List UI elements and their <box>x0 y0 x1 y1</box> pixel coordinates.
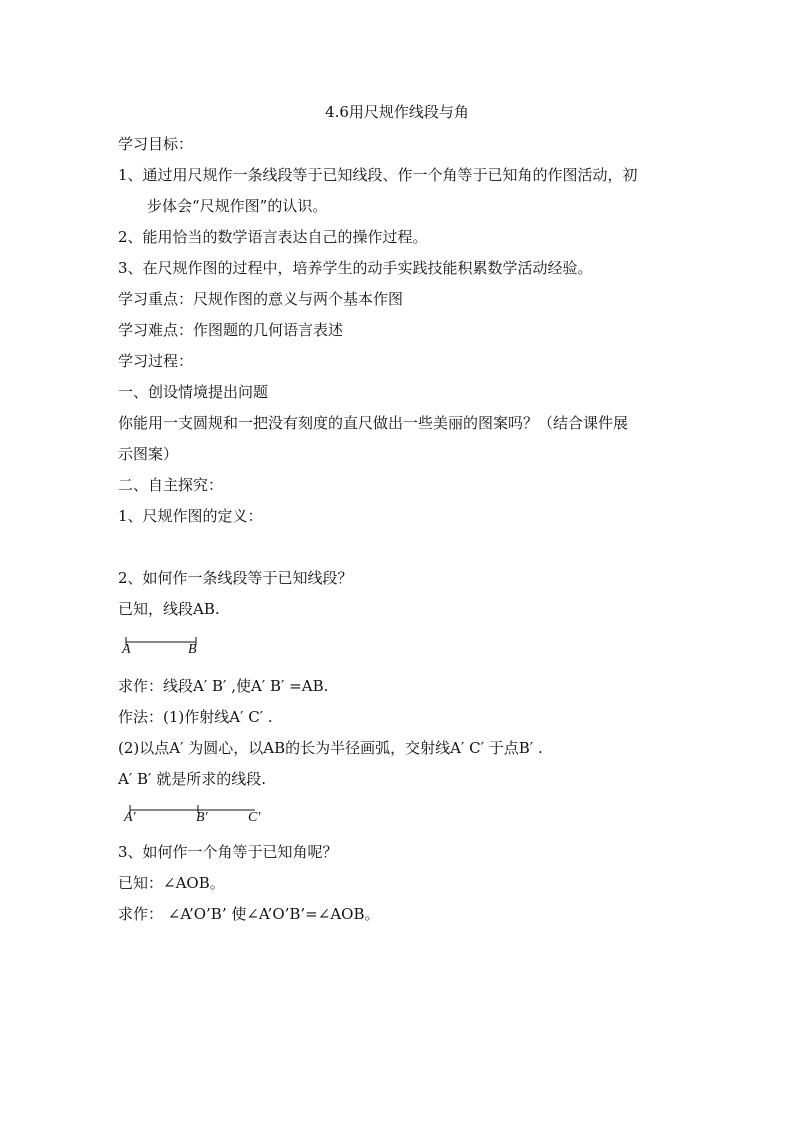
difficult-points: 学习难点：作图题的几何语言表述 <box>118 321 344 339</box>
method-conclusion: A′ B′ 就是所求的线段. <box>118 770 266 788</box>
given-angle: 已知：∠AOB。 <box>118 874 225 892</box>
definition-question: 1、尺规作图的定义： <box>118 507 263 525</box>
question-paragraph-continued: 示图案） <box>118 445 179 463</box>
construct-statement: 求作：线段A′ B′ ,使A′ B′ =AB. <box>118 677 329 695</box>
segment-question: 2、如何作一条线段等于已知线段？ <box>118 569 353 587</box>
method-step-1: 作法：(1)作射线A′ C′ . <box>118 708 273 726</box>
step-heading-1: 一、创设情境提出问题 <box>118 383 269 401</box>
given-segment: 已知，线段AB. <box>118 600 220 618</box>
ray-figure <box>118 800 268 820</box>
objective-1: 1、通过用尺规作一条线段等于已知线段、作一个角等于已知角的作图活动，初 <box>118 166 638 184</box>
key-points: 学习重点：尺规作图的意义与两个基本作图 <box>118 290 404 308</box>
label-a-prime: A′ <box>124 810 136 825</box>
section-heading-objectives: 学习目标： <box>118 135 194 153</box>
angle-question: 3、如何作一个角等于已知角呢？ <box>118 843 338 861</box>
method-step-2: (2)以点A′ 为圆心，以AB的长为半径画弧，交射线A′ C′ 于点B′ . <box>118 739 543 757</box>
step-heading-2: 二、自主探究： <box>118 476 224 494</box>
objective-2: 2、能用恰当的数学语言表达自己的操作过程。 <box>118 228 428 246</box>
label-b-prime: B′ <box>196 810 208 825</box>
construct-angle-statement: 求作： ∠A’O’B’ 使∠A’O’B’=∠AOB。 <box>118 905 380 923</box>
section-heading-process: 学习过程： <box>118 352 194 370</box>
question-paragraph: 你能用一支圆规和一把没有刻度的直尺做出一些美丽的图案吗？（结合课件展 <box>118 414 629 432</box>
label-a: A <box>122 642 131 657</box>
label-b: B <box>188 642 197 657</box>
objective-1-continued: 步体会“尺规作图”的认识。 <box>147 197 328 215</box>
page-title: 4.6用尺规作线段与角 <box>325 103 469 121</box>
objective-3: 3、在尺规作图的过程中，培养学生的动手实践技能积累数学活动经验。 <box>118 259 593 277</box>
label-c-prime: C′ <box>248 810 261 825</box>
